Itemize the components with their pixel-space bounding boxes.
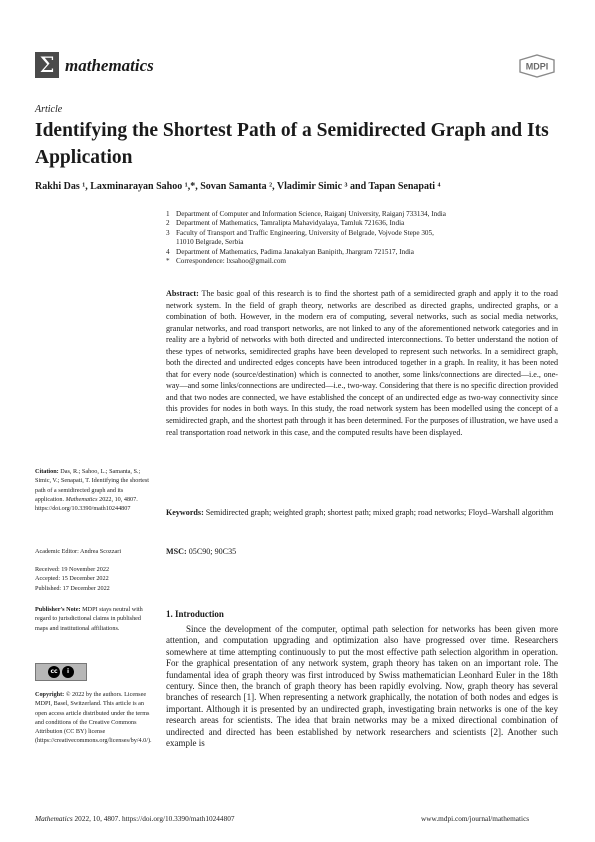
correspondence: * Correspondence: lxsahoo@gmail.com <box>166 257 287 266</box>
section-heading: 1. Introduction <box>166 609 224 619</box>
article-type: Article <box>35 104 63 115</box>
introduction-paragraph: Since the development of the computer, optimal path selection for networks has been given more attention, and computation upgrading and optimization also have progressed over time. Researchers somewhere at time attempting continuously to put the most effective path selection algorithm in operation. For the graphical presentation of any network system, graph theory has taken on an important role. The fundamental idea of graph theory was first introduced by Swiss mathematician Leonhard Euler in the 18th century. Since then, the branch of graph theory has been rapidly evolving. Now, graph theory has several branches of research [1]. When representing a network graphically, the notation of both nodes and edges is important. Although it is presented by an undirected graph, investigating brain networks is one of the key research areas for scientists. The idea that brain networks may be a mixed directional combination of undirected and directed has been established by network researchers and scientists [2]. Another such example is <box>166 624 558 749</box>
cc-by-license-badge[interactable] <box>35 663 87 681</box>
abstract-text: The basic goal of this research is to find the shortest path of a semidirected graph and apply it to the road network system. In the field of graph theory, networks are described as directed graphs, undirected graphs, or a combination of both. However, in the modern era of computing, several networks, such as social media networks, granular networks, and road transport networks, are not linked to any of the aforementioned network categories and in reality are a hybrid of networks with both directed and undirected interconnections. To better understand the notion of these types of networks, semidirected graphs have been developed to represent such networks. In a semidirect graph, both the directed and undirected edges concepts have been introduced together in a graph. In reality, it has been noted that for every node (source/destination) which is connected to another, some links/connections are directed—i.e., one-way—and some links/connections are undirected—i.e., two-way. Considering that there is no specific direction provided and that two nodes are connected, we have established the concept of an undirected edge as two-way connectivity since this provides for nodes in both ways. In this study, the road network system has been modelled using the concept of a semidirected graph, and the shortest path through it has been determined. For the purposes of illustration, we have used a real transportation road network in this case, and the computed results have been displayed. <box>166 289 558 437</box>
keywords-text: Semidirected graph; weighted graph; shortest path; mixed graph; road networks; Floyd–Warshall algorithm <box>205 508 554 517</box>
journal-logo-icon: Σ <box>35 52 59 78</box>
abstract-label: Abstract: <box>166 289 199 298</box>
mdpi-logo <box>516 54 558 78</box>
accepted-date: Accepted: 15 December 2022 <box>35 575 109 583</box>
msc-label: MSC: <box>166 547 187 556</box>
author-list: Rakhi Das ¹, Laxminarayan Sahoo ¹,*, Sovan Samanta ², Vladimir Simic ³ and Tapan Senapati ⁴ <box>35 181 441 192</box>
footer-journal-url[interactable]: www.mdpi.com/journal/mathematics <box>421 814 530 823</box>
academic-editor: Academic Editor: Andrea Scozzari <box>35 548 122 555</box>
keywords-label: Keywords: <box>166 508 204 517</box>
affiliations <box>166 210 566 266</box>
affiliation-item: 4 Department of Mathematics, Padima Janakalyan Banipith, Jhargram 721517, India <box>166 247 414 256</box>
affiliation-item: 3 Faculty of Transport and Traffic Engineering, University of Belgrade, Vojvode Stepe 305, 11010 Belgrade, Serbia <box>166 228 434 247</box>
citation-block: Citation: Das, R.; Sahoo, L.; Samanta, S.; Simic, V.; Senapati, T. Identifying the shortest path of a semidirected graph and its application. Mathematics 2022, 10, 4807. https://doi.org/10.3390/math10244807 <box>35 468 149 513</box>
copyright-notice: Copyright: © 2022 by the authors. Licensee MDPI, Basel, Switzerland. This article is an open access article distributed under the terms and conditions of the Creative Commons Attribution (CC BY) license (https://creativecommons.org/licenses/by/4.0/). <box>35 691 152 745</box>
publisher-note: Publisher's Note: MDPI stays neutral with regard to jurisdictional claims in published maps and institutional affiliations. <box>35 606 143 632</box>
published-date: Published: 17 December 2022 <box>35 584 110 592</box>
attribution-icon: i <box>62 666 74 678</box>
keywords <box>166 507 558 519</box>
affiliation-item: 2 Department of Mathematics, Tamralipta Mahavidyalaya, Tamluk 721636, India <box>166 219 405 228</box>
received-date: Received: 19 November 2022 <box>35 566 110 573</box>
abstract <box>166 288 558 438</box>
article-title: Identifying the Shortest Path of a Semidirected Graph and Its Application <box>35 120 549 168</box>
affiliation-item: 1 Department of Computer and Information Science, Raiganj University, Raiganj 733134, India <box>166 210 446 218</box>
footer-citation: Mathematics 2022, 10, 4807. https://doi.org/10.3390/math10244807 <box>35 814 235 823</box>
cc-icon: cc <box>48 666 60 678</box>
introduction-body <box>166 624 558 749</box>
msc-text: 05C90; 90C35 <box>188 547 237 556</box>
msc-codes <box>166 546 558 558</box>
publication-dates <box>35 565 153 593</box>
journal-name: mathematics <box>65 56 154 75</box>
svg-text:MDPI: MDPI <box>525 61 549 72</box>
citation-label: Citation: <box>35 468 59 475</box>
